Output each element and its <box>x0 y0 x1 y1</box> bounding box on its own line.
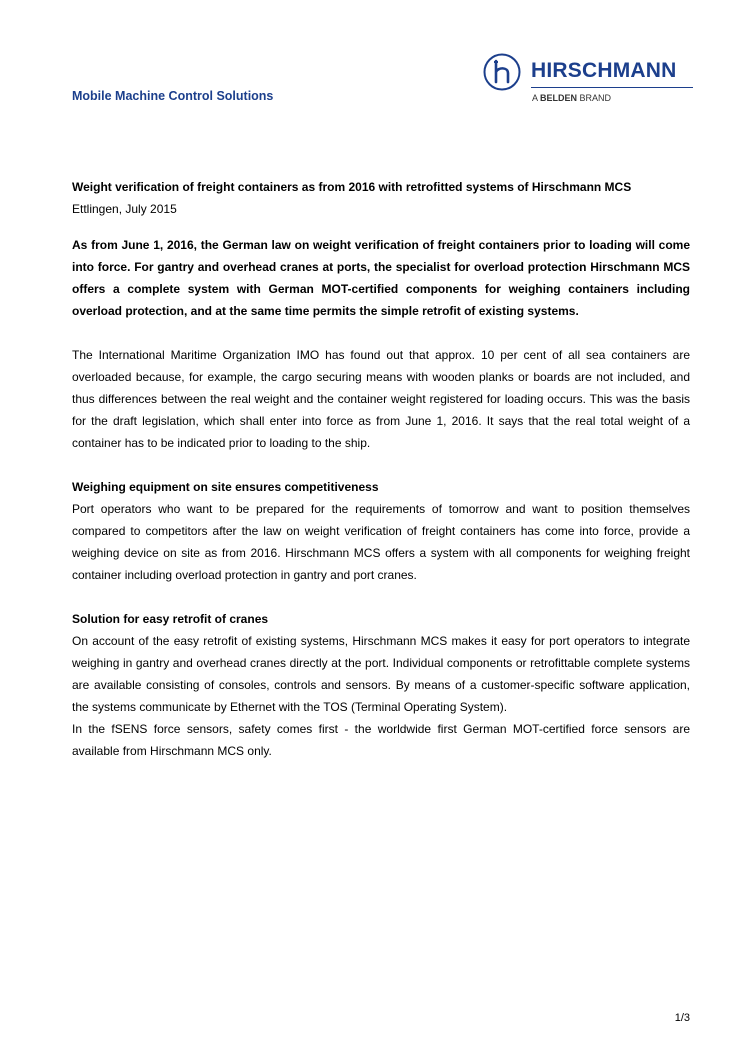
logo-sub-brand: BELDEN <box>540 93 578 103</box>
section-paragraph: In the fSENS force sensors, safety comes first - the worldwide first German MOT-certified force sensors are available from Hirschmann MCS only. <box>72 722 690 758</box>
section-heading: Weighing equipment on site ensures competitiveness <box>72 480 379 494</box>
page-number: 1/3 <box>674 1012 690 1024</box>
section-paragraph: On account of the easy retrofit of existing systems, Hirschmann MCS makes it easy for port operators to integrate weighing in gantry and overhead cranes directly at the port. Individual components or retrofittable complete systems are available consisting of consoles, controls and sensors. By means of a customer-specific software application, the systems communicate by Ethernet with the TOS (Terminal Operating System). <box>72 634 690 714</box>
logo-subline <box>532 93 611 103</box>
header-tagline: Mobile Machine Control Solutions <box>72 89 274 103</box>
logo-wordmark: HIRSCHMANN <box>531 59 677 82</box>
article-lead: As from June 1, 2016, the German law on weight verification of freight containers prior to loading will come into force. For gantry and overhead cranes at ports, the specialist for overload protection Hirschmann MCS offers a complete system with German MOT-certified components for weighing containers including overload protection, and at the same time permits the simple retrofit of existing systems. <box>72 238 690 318</box>
article-body <box>72 176 690 762</box>
article-intro: The International Maritime Organization IMO has found out that approx. 10 per cent of all sea containers are overloaded because, for example, the cargo securing means with wooden planks or boards are not included, and thus differences between the real weight and the container weight registered for loading occurs. This was the basis for the draft legislation, which shall enter into force as from June 1, 2016. It says that the real total weight of a container has to be indicated prior to loading to the ship. <box>72 348 690 450</box>
logo-sub-prefix: A <box>532 93 541 103</box>
logo-divider <box>531 87 693 88</box>
article-dateline: Ettlingen, July 2015 <box>72 202 177 216</box>
logo-sub-suffix: BRAND <box>577 93 612 103</box>
hirschmann-logo <box>482 52 697 106</box>
h-logo-mark-icon <box>482 52 522 92</box>
section-heading: Solution for easy retrofit of cranes <box>72 612 269 626</box>
section-paragraph: Port operators who want to be prepared for the requirements of tomorrow and want to position themselves compared to competitors after the law on weight verification of freight containers has come into force, provide a weighing device on site as from 2016. Hirschmann MCS offers a system with all components for weighing freight container including overload protection in gantry and port cranes. <box>72 502 690 582</box>
article-title: Weight verification of freight containers as from 2016 with retrofitted systems of Hirschmann MCS <box>72 180 632 194</box>
